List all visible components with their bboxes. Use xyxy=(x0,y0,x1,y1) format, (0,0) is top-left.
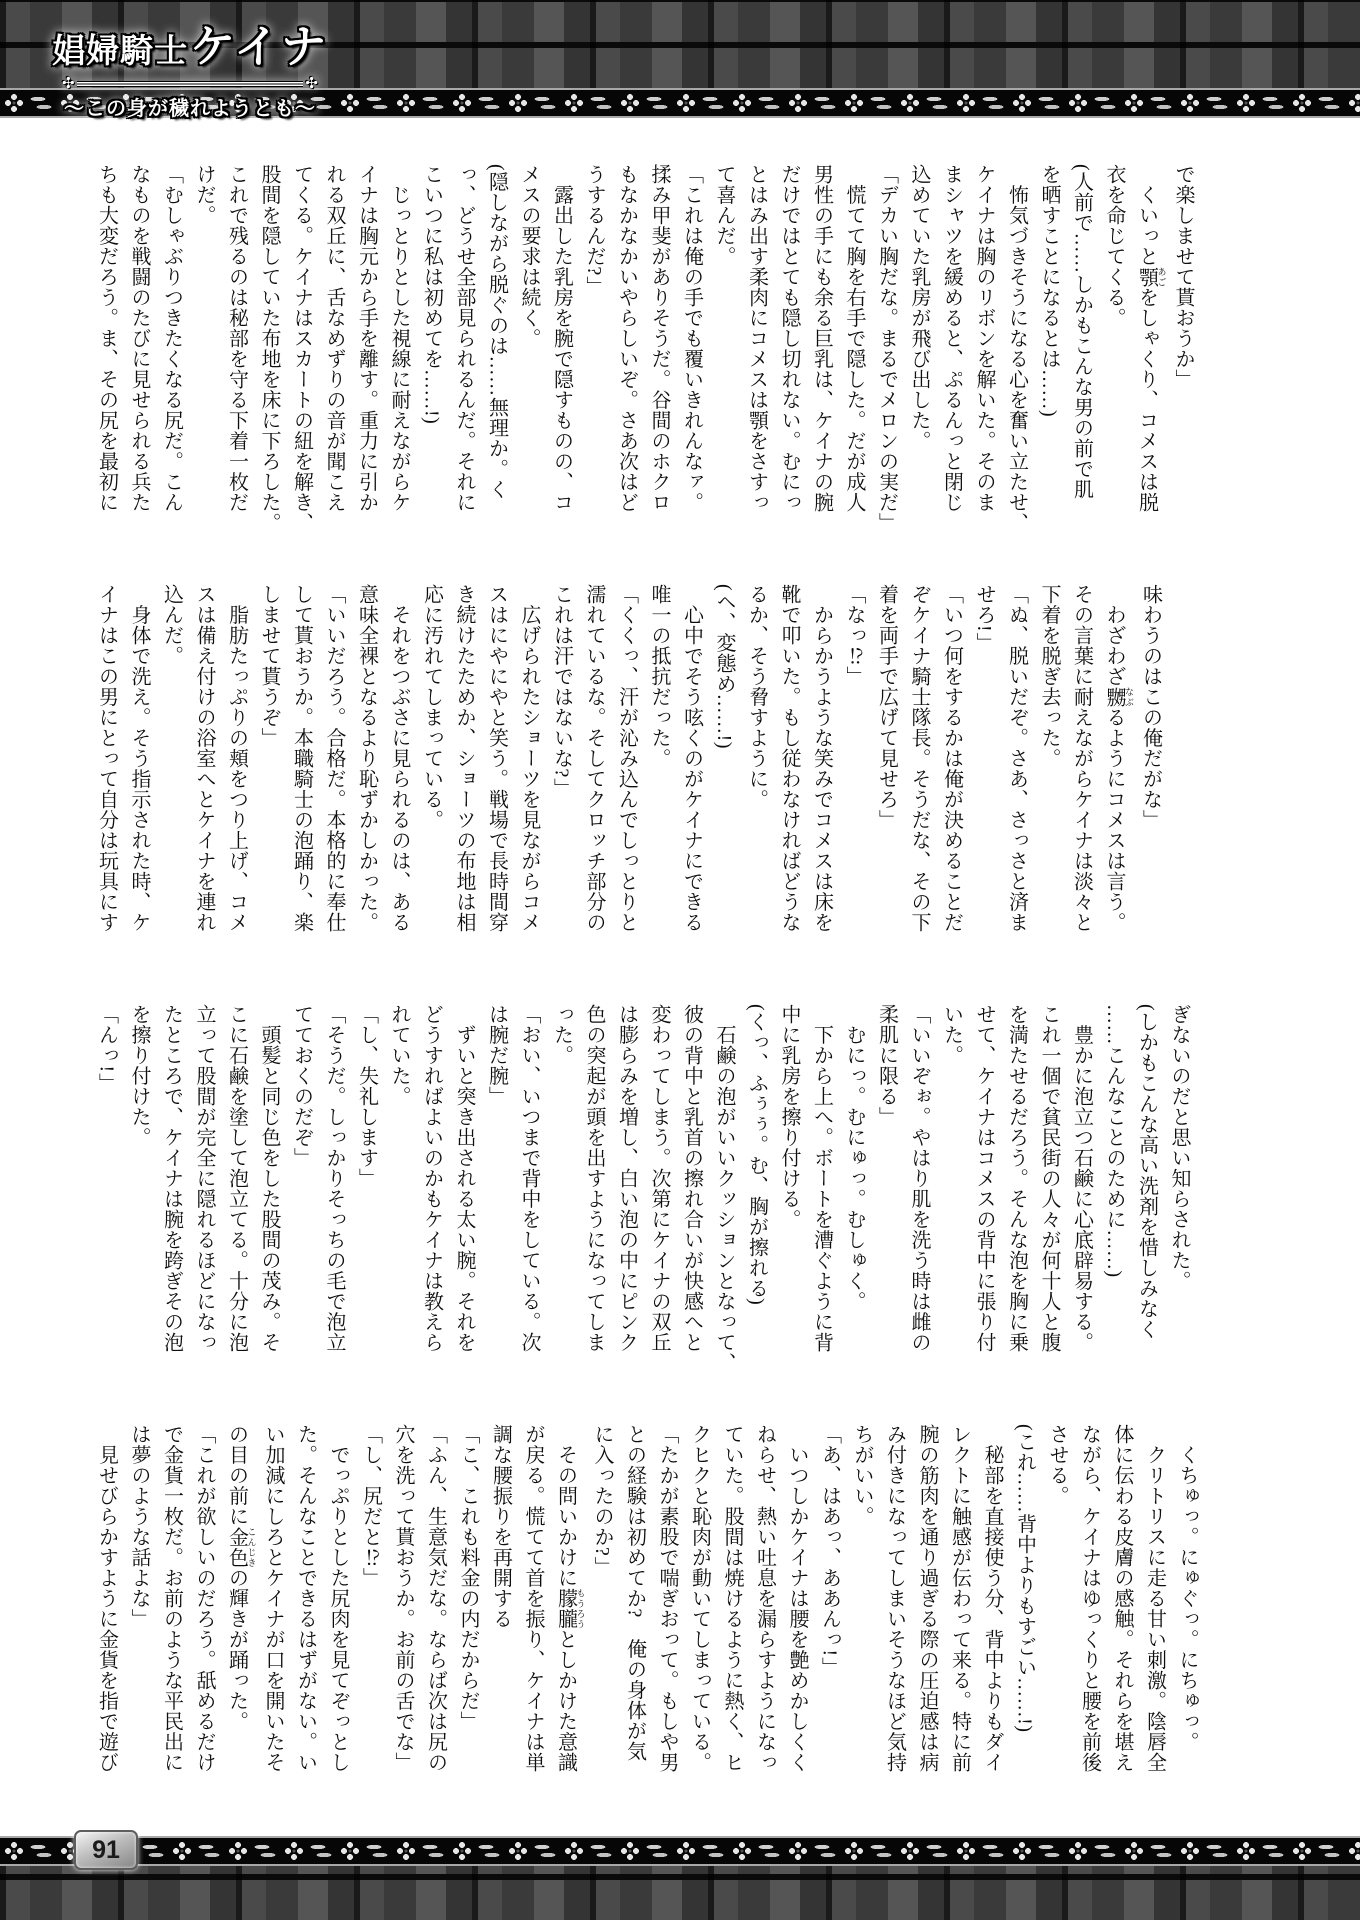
text-column: イナは胸元から手を離す。重力に引か xyxy=(355,164,378,513)
text-column: を満たせるだろう。そんな泡を胸に乗 xyxy=(1005,1004,1028,1353)
text-column: 柔肌に限る」 xyxy=(875,1004,898,1127)
text-column: を晒すことになるとは……) xyxy=(1038,164,1060,418)
text-column: スは備え付けの浴室へとケイナを連れ xyxy=(193,584,215,933)
text-column: 下着を脱ぎ去った。 xyxy=(1038,584,1060,769)
text-column: 慌てて胸を右手で隠した。だが成人 xyxy=(843,164,865,513)
text-column: き続けたためか、ショーツの布地は相 xyxy=(453,584,475,933)
text-column: 秘部を直接使う分、背中よりもダイ xyxy=(981,1424,1003,1773)
text-column: 穴を洗って貰おうか。お前の舌でな」 xyxy=(392,1424,414,1773)
text-column: わざわざ嬲 なぶるようにコメスは言う。 xyxy=(1103,584,1134,933)
text-column: に入ったのか?」 xyxy=(591,1424,613,1577)
text-column: 股間を隠していた布地を床に下ろした。 xyxy=(258,164,280,533)
text-column: 「いいぞぉ。やはり肌を洗う時は雌の xyxy=(908,1004,930,1353)
text-column: せて、ケイナはコメスの背中に張り付 xyxy=(973,1004,995,1353)
text-column: 濡れているな。そしてクロッチ部分の xyxy=(583,584,605,933)
text-column: ぞケイナ騎士隊長。そうだな、その下 xyxy=(908,584,930,933)
text-column: ちがいい。 xyxy=(851,1424,873,1527)
text-column: たところで、ケイナは腕を跨ぎその泡 xyxy=(160,1004,183,1353)
text-column: 「し、尻だと⁉」 xyxy=(359,1424,382,1588)
text-column: (くっ、ふぅぅ。む、胸が擦れる) xyxy=(745,1004,768,1306)
text-column: てておくのだぞ」 xyxy=(290,1004,313,1168)
text-column: 「ふん、生意気だな。ならば次は尻の xyxy=(424,1424,447,1773)
text-column: ケイナは胸のリボンを解いた。そのま xyxy=(973,164,995,513)
text-column: 込めていた乳房が飛び出した。 xyxy=(908,164,930,451)
text-column: ねらせ、熱い吐息を漏らすようになっ xyxy=(753,1424,776,1773)
text-column: イナはこの男にとって自分は玩具にす xyxy=(95,584,118,933)
text-column: もなかなかいやらしいぞ。さあ次はど xyxy=(615,164,638,513)
text-column: しませて貰うぞ」 xyxy=(258,584,280,748)
text-column: 男性の手にも余る巨乳は、ケイナの腕 xyxy=(810,164,833,513)
text-column: 込んだ。 xyxy=(160,584,183,666)
text-column: 変わってしまう。次第にケイナの双丘 xyxy=(648,1004,670,1353)
text-column: 身体で洗え。そう指示された時、ケ xyxy=(128,584,150,933)
text-column: 着を両手で広げて見せろ」 xyxy=(875,584,898,830)
text-column: 頭髪と同じ色をした股間の茂み。そ xyxy=(258,1004,280,1353)
text-column: むにっ。むにゅっ。むしゅく。 xyxy=(843,1004,865,1312)
text-column: 「なっ⁉」 xyxy=(843,584,865,687)
text-column: レクトに触感が伝わって来る。特に前 xyxy=(948,1424,971,1773)
text-column: なものを戦闘のたびに見せられる兵た xyxy=(128,164,150,513)
text-column: これは汗ではないな?」 xyxy=(550,584,573,799)
text-column: こに石鹸を塗して泡立てる。十分に泡 xyxy=(225,1004,248,1353)
text-column: っ、どうせ全部見られるんだ。それに xyxy=(453,164,475,513)
text-column: いつしかケイナは腰を艶めかしくく xyxy=(786,1424,808,1773)
page-body xyxy=(0,118,1360,1836)
text-column: 「くくっ、汗が沁み込んでしっとりと xyxy=(615,584,638,933)
text-column: 揉み甲斐がありそうだ。谷間のホクロ xyxy=(648,164,670,513)
text-column: 調な腰振りを再開する xyxy=(489,1424,512,1629)
text-column: てくる。ケイナはスカートの紐を解き、 xyxy=(290,164,313,533)
text-column: 「こ、これも料金の内だからだ」 xyxy=(457,1424,479,1732)
text-column: でっぷりとした尻肉を見てぞっとし xyxy=(327,1424,349,1773)
text-column: それをつぶさに見られるのは、ある xyxy=(388,584,410,933)
text-column: 「おい、いつまで背中をしている。次 xyxy=(518,1004,540,1353)
text-column: の目の前に金色 こんじきの輝きが踊った。 xyxy=(225,1424,257,1732)
series-title: 娼婦騎士 xyxy=(52,32,189,69)
text-column: ていた。股間は焼けるように熱く、ヒ xyxy=(721,1424,743,1773)
text-column: 体に伝わる皮膚の感触。それらを堪え xyxy=(1111,1424,1133,1773)
text-column: 「ぬ、脱いだぞ。さあ、さっさと済ま xyxy=(1005,584,1028,933)
text-column: ずいと突き出される太い腕。それを xyxy=(453,1004,475,1353)
text-band-2 xyxy=(90,584,1167,997)
text-column: クリトリスに走る甘い刺激。陰唇全 xyxy=(1143,1424,1166,1773)
text-column: い加減にしろとケイナが口を開いたそ xyxy=(262,1424,284,1773)
text-column: 豊かに泡立つ石鹸に心底辟易する。 xyxy=(1070,1004,1093,1353)
text-column: その言葉に耐えながらケイナは淡々と xyxy=(1070,584,1093,933)
text-column: 「あ、はあっ、ああんっ!」 xyxy=(818,1424,841,1678)
text-column: み付きになってしまいそうなほど気持 xyxy=(883,1424,906,1773)
title-block xyxy=(52,10,328,121)
text-band-4 xyxy=(90,1424,1203,1836)
text-column: 「デカい胸だな。まるでメロンの実だ」 xyxy=(875,164,898,533)
text-column: ……こんなことのために……) xyxy=(1103,1004,1125,1278)
text-column: て喜んだ。 xyxy=(713,164,735,267)
text-column: 「いつ何をするかは俺が決めることだ xyxy=(940,584,963,933)
text-column: これ一個で貧民街の人々が何十人と腹 xyxy=(1038,1004,1060,1353)
heroine-name: ケイナ xyxy=(190,21,328,72)
text-column: くいっと顎 あごをしゃくり、コメスは脱 xyxy=(1135,164,1167,513)
text-column: は膨らみを増し、白い泡の中にピンク xyxy=(615,1004,638,1353)
page-number-badge xyxy=(74,1830,138,1870)
text-column: 下から上へ。ボートを漕ぐように背 xyxy=(810,1004,833,1353)
text-column: 心中でそう呟くのがケイナにできる xyxy=(680,584,703,933)
text-column: 靴で叩いた。もし従わなければどうな xyxy=(778,584,800,933)
text-column: メスの要求は続く。 xyxy=(518,164,540,349)
text-column: いた。 xyxy=(940,1004,963,1066)
text-column: は夢のような話よな」 xyxy=(128,1424,150,1629)
text-column: 広げられたショーツを見ながらコメ xyxy=(518,584,540,933)
text-column: して貰おうか。本職騎士の泡踊り、楽 xyxy=(290,584,313,933)
text-column: 応に汚れてしまっている。 xyxy=(420,584,443,830)
page-number: 91 xyxy=(92,1835,120,1864)
ornamental-rule xyxy=(60,76,320,91)
text-column: だけではとても隠し切れない。むにっ xyxy=(778,164,800,513)
text-band-1 xyxy=(90,164,1199,577)
text-column: が戻る。慌てて首を振り、ケイナは単 xyxy=(522,1424,544,1773)
text-column: 「いいだろう。合格だ。本格的に奉仕 xyxy=(323,584,345,933)
text-column: けだ。 xyxy=(193,164,215,226)
text-column: (ヘ、変態め……!) xyxy=(713,584,735,749)
text-column: 味わうのはこの俺だがな」 xyxy=(1139,584,1162,830)
page-title xyxy=(52,10,328,75)
text-column: (これ……背中よりもすごい……!) xyxy=(1013,1424,1036,1733)
text-column: こいつに私は初めてを……!) xyxy=(420,164,443,425)
text-column: れていた。 xyxy=(388,1004,410,1107)
text-column: させる。 xyxy=(1046,1424,1068,1506)
text-column: 「そうだ。しっかりそっちの毛で泡立 xyxy=(323,1004,345,1353)
rule-end-right-icon: ✣ xyxy=(305,75,318,92)
text-column: じっとりとした視線に耐えながらケ xyxy=(388,164,410,513)
rule-line xyxy=(77,81,304,87)
text-column: 怖気づきそうになる心を奮い立たせ、 xyxy=(1005,164,1028,533)
text-column: るか、そう脅すように。 xyxy=(745,584,768,810)
text-column: った。 xyxy=(550,1004,573,1066)
text-column: 「むしゃぶりつきたくなる尻だ。こん xyxy=(160,164,183,513)
text-column: 石鹸の泡がいいクッションとなって、 xyxy=(713,1004,735,1373)
text-column: スはにやにやと笑う。戦場で長時間穿 xyxy=(485,584,508,933)
text-column: 「んっ!」 xyxy=(95,1004,118,1094)
text-column: 色の突起が頭を出すようになってしま xyxy=(583,1004,605,1353)
text-column: で金貨一枚だ。お前のような平民出に xyxy=(160,1424,183,1773)
text-column: その問いかけに朦朧 もうろうとしかけた意識 xyxy=(554,1424,586,1773)
text-column: (隠しながら脱ぐのは……無理か。く xyxy=(485,164,508,500)
text-column: 彼の背中と乳首の擦れ合いが快感へと xyxy=(680,1004,703,1353)
text-column: を擦り付けた。 xyxy=(128,1004,150,1148)
brick-wall-footer xyxy=(0,1866,1360,1920)
text-column: 腕の筋肉を通り過ぎる際の圧迫感は病 xyxy=(916,1424,938,1773)
text-column: 見せびらかすように金貨を指で遊び xyxy=(95,1424,118,1773)
text-column: どうすればよいのかもケイナは教えら xyxy=(420,1004,443,1353)
text-column: との経験は初めてか? 俺の身体が気 xyxy=(623,1424,646,1762)
text-column: (しかもこんな高い洗剤を惜しみなく xyxy=(1135,1004,1158,1340)
text-column: くちゅっ。にゅぐっ。にちゅっ。 xyxy=(1176,1424,1198,1752)
text-column: 立って股間が完全に隠れるほどになっ xyxy=(193,1004,215,1353)
text-column: ながら、ケイナはゆっくりと腰を前後 xyxy=(1078,1424,1101,1773)
text-column: これで残るのは秘部を守る下着一枚だ xyxy=(225,164,248,513)
text-column: ぎないのだと思い知らされた。 xyxy=(1168,1004,1190,1291)
text-column: とはみ出す柔肉にコメスは顎をさすっ xyxy=(745,164,768,513)
text-column: 唯一の抵抗だった。 xyxy=(648,584,670,769)
text-column: た。そんなことできるはずがない。い xyxy=(294,1424,317,1773)
text-column: まシャツを緩めると、ぷるんっと閉じ xyxy=(940,164,963,513)
text-column: 中に乳房を擦り付ける。 xyxy=(778,1004,800,1230)
text-column: は腕だ腕」 xyxy=(485,1004,508,1107)
text-column: 衣を命じてくる。 xyxy=(1103,164,1125,328)
text-column: 「たかが素股で喘ぎおって。もしや男 xyxy=(656,1424,678,1773)
text-column: れる双丘に、舌なめずりの音が聞こえ xyxy=(323,164,345,513)
subtitle: 〜この身が穢れようとも〜 xyxy=(64,98,316,120)
text-column: ちも大変だろう。ま、その尻を最初に xyxy=(95,164,118,513)
text-column: 「し、失礼します」 xyxy=(355,1004,378,1189)
text-column: 意味全裸となるより恥ずかしかった。 xyxy=(355,584,378,933)
text-column: (人前で……しかもこんな男の前で肌 xyxy=(1070,164,1093,500)
text-column: 「これは俺の手でも覆いきれんなァ。 xyxy=(680,164,703,513)
text-column: せろ!」 xyxy=(973,584,995,653)
text-column: 「これが欲しいのだろう。舐めるだけ xyxy=(193,1424,215,1773)
text-column: からかうような笑みでコメスは床を xyxy=(810,584,833,933)
bottom-ornament-border xyxy=(0,1836,1360,1866)
text-column: うするんだ?」 xyxy=(583,164,605,297)
text-column: で楽しませて貰おうか」 xyxy=(1172,164,1194,390)
text-column: 露出した乳房を腕で隠すものの、コ xyxy=(550,164,573,513)
text-column: 脂肪たっぷりの頬をつり上げ、コメ xyxy=(225,584,248,933)
text-column: クヒクと恥肉が動いてしまっている。 xyxy=(688,1424,711,1773)
rule-end-left-icon: ✣ xyxy=(62,75,75,92)
text-band-3 xyxy=(90,1004,1195,1417)
